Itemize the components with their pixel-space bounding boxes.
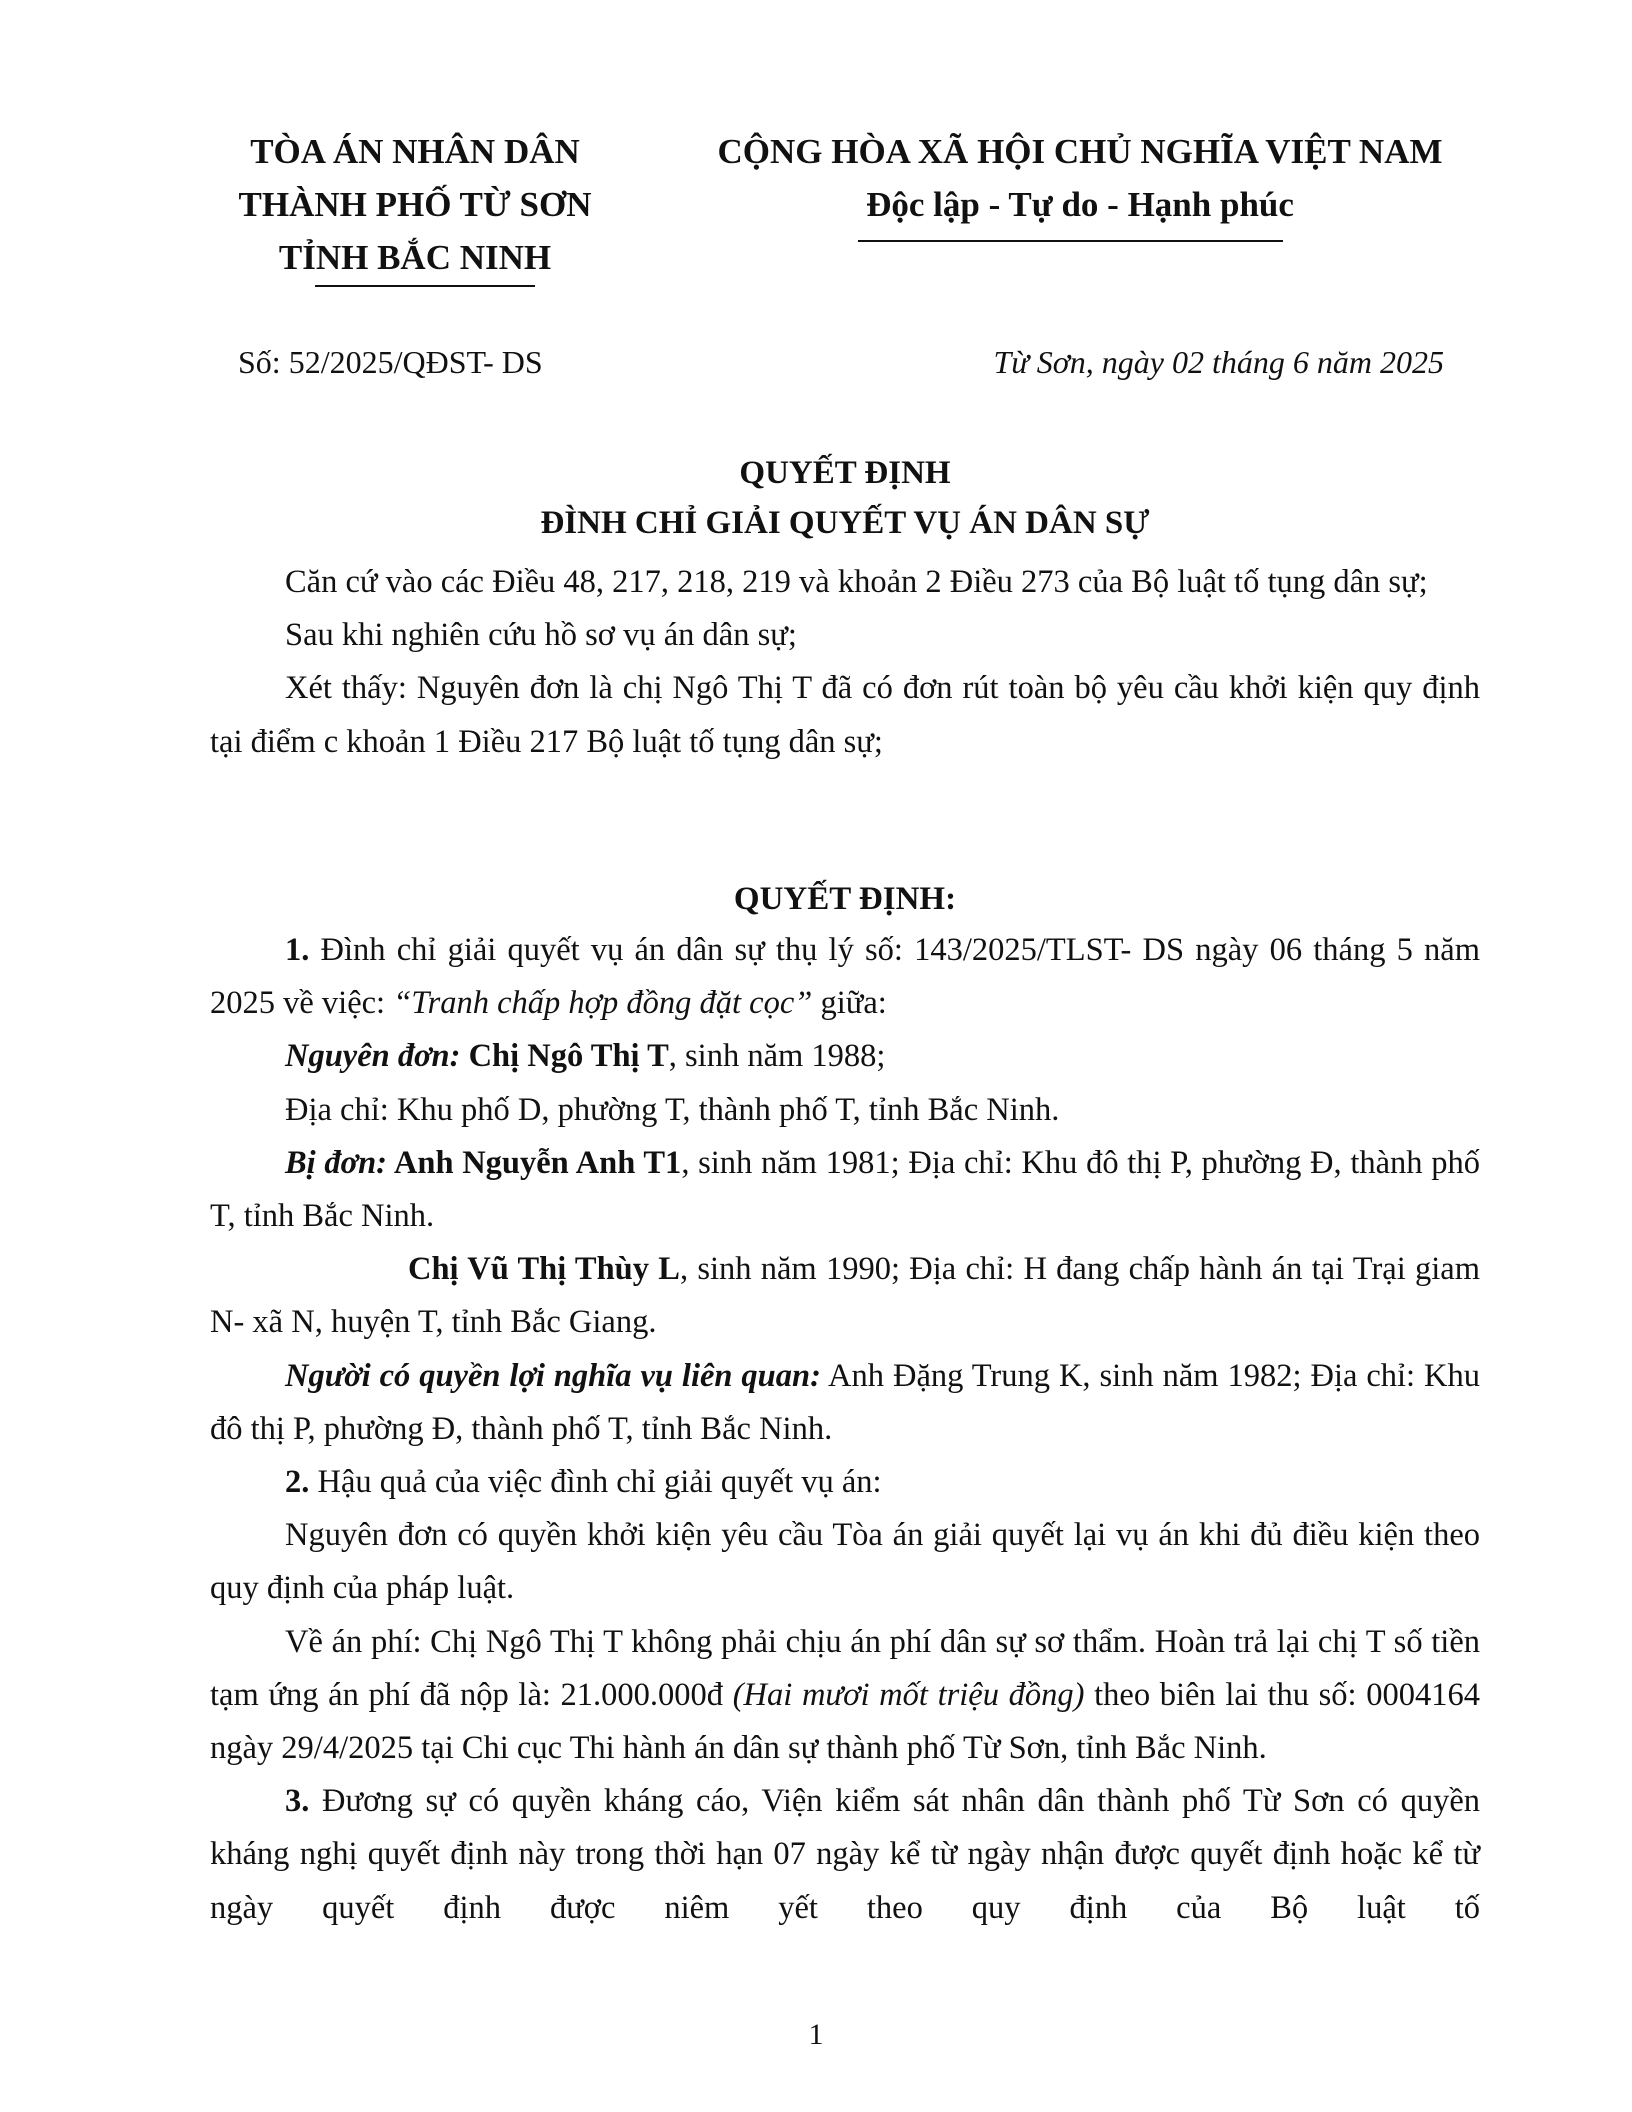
fee-tail: theo biên lai thu số: 0004164 ngày 29/4/2025 tại Chi cục Thi hành án dân sự thành phố Từ Sơn, tỉnh Bắc Ninh. <box>210 1676 1480 1767</box>
court-name-block <box>180 125 650 284</box>
study-paragraph: Sau khi nghiên cứu hồ sơ vụ án dân sự; <box>285 617 797 654</box>
court-line-3: TỈNH BẮC NINH <box>278 238 552 277</box>
document-number: Số: 52/2025/QĐST- DS <box>238 344 543 380</box>
defendant-2 <box>210 1243 1480 1349</box>
item-1 <box>210 924 1480 1030</box>
plaintiff <box>210 1030 1480 1083</box>
title-sub: ĐÌNH CHỈ GIẢI QUYẾT VỤ ÁN DÂN SỰ <box>540 505 1150 541</box>
plaintiff-info: , sinh năm 1988; <box>668 1038 886 1075</box>
item-2-number: 2. <box>285 1464 310 1501</box>
related-party <box>210 1350 1480 1456</box>
title-main: QUYẾT ĐỊNH <box>739 455 951 491</box>
court-line-2: THÀNH PHỐ TỪ SƠN <box>238 185 592 224</box>
court-line-1: TÒA ÁN NHÂN DÂN <box>250 132 580 171</box>
basis-paragraph: Căn cứ vào các Điều 48, 217, 218, 219 và khoản 2 Điều 273 của Bộ luật tố tụng dân sự; <box>285 564 1428 600</box>
item-1-number: 1. <box>285 932 310 968</box>
plaintiff-name: Chị Ngô Thị T <box>460 1038 669 1075</box>
place-date: Từ Sơn, ngày 02 tháng 6 năm 2025 <box>993 344 1444 380</box>
case-subject: “Tranh chấp hợp đồng đặt cọc” <box>393 985 813 1022</box>
item-2-text: Hậu quả của việc đình chỉ giải quyết vụ án: <box>309 1464 882 1501</box>
defendant-1 <box>210 1137 1480 1243</box>
preamble <box>210 556 1480 769</box>
item-3-text: Đương sự có quyền kháng cáo, Viện kiểm sát nhân dân thành phố Từ Sơn có quyền kháng nghị quyết định này trong thời hạn 07 ngày kể từ ngày nhận được quyết định hoặc kể từ ngày quyết định được niêm yết theo quy định của Bộ luật tố <box>210 1783 1480 1926</box>
defendant-1-info: , sinh năm 1981; Địa chỉ: Khu đô thị P, phường Đ, thành phố T, tỉnh Bắc Ninh. <box>210 1144 1480 1235</box>
nation-name: CỘNG HÒA XÃ HỘI CHỦ NGHĨA VIỆT NAM <box>717 132 1443 171</box>
item-3 <box>210 1775 1480 1935</box>
court-underline <box>315 285 535 287</box>
defendant-1-name: Anh Nguyễn Anh T1 <box>387 1144 682 1181</box>
related-party-label: Người có quyền lợi nghĩa vụ liên quan: <box>285 1357 821 1394</box>
national-motto-block <box>660 125 1500 231</box>
page-number: 1 <box>808 2018 824 2051</box>
fee-words: (Hai mươi mốt triệu đồng) <box>732 1676 1085 1713</box>
finding-paragraph: Xét thấy: Nguyên đơn là chị Ngô Thị T đã có đơn rút toàn bộ yêu cầu khởi kiện quy định tại điểm c khoản 1 Điều 217 Bộ luật tố tụng dân sự; <box>210 670 1480 760</box>
related-party-info: Anh Đặng Trung K, sinh năm 1982; Địa chỉ: Khu đô thị P, phường Đ, thành phố T, tỉnh Bắc Ninh. <box>210 1357 1480 1447</box>
defendant-2-name: Chị Vũ Thị Thùy L <box>408 1251 680 1288</box>
decision-body <box>210 924 1480 1935</box>
plaintiff-label: Nguyên đơn: <box>285 1038 461 1075</box>
plaintiff-address: Địa chỉ: Khu phố D, phường T, thành phố T, tỉnh Bắc Ninh. <box>285 1091 1060 1128</box>
item-2 <box>210 1456 1480 1509</box>
item-3-number: 3. <box>285 1783 310 1820</box>
item-1-tail: giữa: <box>812 985 887 1022</box>
defendant-2-info: , sinh năm 1990; Địa chỉ: H đang chấp hành án tại Trại giam N- xã N, huyện T, tỉnh Bắc Giang. <box>210 1251 1480 1341</box>
document-title <box>210 448 1480 548</box>
decision-heading: QUYẾT ĐỊNH: <box>733 881 957 917</box>
motto-underline <box>858 240 1283 242</box>
fee-text: Về án phí: Chị Ngô Thị T không phải chịu án phí dân sự sơ thẩm. Hoàn trả lại chị T số tiền tạm ứng án phí đã nộp là: 21.000.000đ <box>210 1623 1480 1713</box>
defendant-label: Bị đơn: <box>285 1144 387 1181</box>
item-1-text: Đình chỉ giải quyết vụ án dân sự thụ lý số: 143/2025/TLST- DS ngày 06 tháng 5 năm 2025 về việc: <box>210 932 1480 1022</box>
court-fee-paragraph <box>210 1616 1480 1776</box>
motto: Độc lập - Tự do - Hạnh phúc <box>866 185 1294 224</box>
rights-paragraph: Nguyên đơn có quyền khởi kiện yêu cầu Tòa án giải quyết lại vụ án khi đủ điều kiện theo quy định của pháp luật. <box>210 1517 1480 1607</box>
